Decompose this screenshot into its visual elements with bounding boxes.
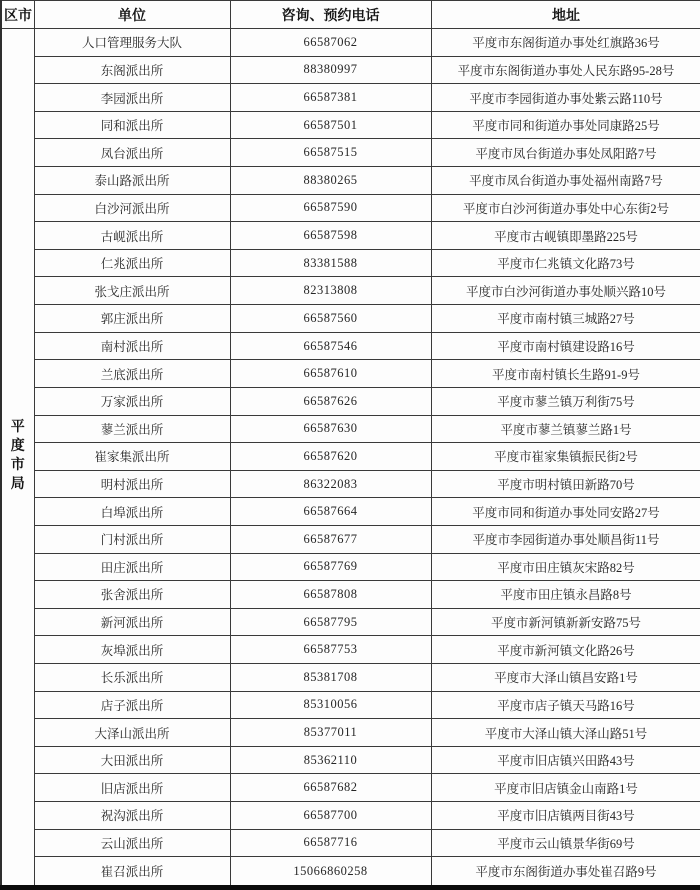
header-phone: 咨询、预约电话 — [230, 1, 431, 29]
address-cell: 平度市云山镇景华街69号 — [431, 829, 700, 857]
table-row — [1, 194, 700, 222]
address-cell: 平度市同和街道办事处同康路25号 — [431, 111, 700, 139]
address-cell: 平度市凤台街道办事处福州南路7号 — [431, 167, 700, 195]
phone-cell: 88380265 — [230, 167, 431, 195]
unit-cell: 人口管理服务大队 — [34, 29, 230, 57]
address-cell: 平度市同和街道办事处同安路27号 — [431, 498, 700, 526]
phone-cell: 88380997 — [230, 56, 431, 84]
phone-cell: 66587560 — [230, 305, 431, 333]
unit-cell: 郭庄派出所 — [34, 305, 230, 333]
unit-cell: 仁兆派出所 — [34, 249, 230, 277]
address-cell: 平度市东阁街道办事处红旗路36号 — [431, 29, 700, 57]
table-row — [1, 415, 700, 443]
table-row — [1, 139, 700, 167]
phone-cell: 85377011 — [230, 719, 431, 747]
address-cell: 平度市新河镇文化路26号 — [431, 636, 700, 664]
unit-cell: 明村派出所 — [34, 470, 230, 498]
unit-cell: 崔召派出所 — [34, 857, 230, 888]
phone-cell: 66587753 — [230, 636, 431, 664]
phone-cell: 66587546 — [230, 332, 431, 360]
district-cell — [1, 29, 34, 888]
phone-cell: 66587062 — [230, 29, 431, 57]
table-row — [1, 802, 700, 830]
phone-cell: 66587677 — [230, 525, 431, 553]
address-cell: 平度市仁兆镇文化路73号 — [431, 249, 700, 277]
address-cell: 平度市凤台街道办事处凤阳路7号 — [431, 139, 700, 167]
table-row — [1, 305, 700, 333]
address-cell: 平度市南村镇建设路16号 — [431, 332, 700, 360]
header-unit: 单位 — [34, 1, 230, 29]
address-cell: 平度市白沙河街道办事处中心东街2号 — [431, 194, 700, 222]
table-row — [1, 277, 700, 305]
address-cell: 平度市大泽山镇大泽山路51号 — [431, 719, 700, 747]
table-row — [1, 443, 700, 471]
table-row — [1, 857, 700, 888]
unit-cell: 旧店派出所 — [34, 774, 230, 802]
district-label: 平度市局 — [10, 420, 25, 492]
table-row — [1, 84, 700, 112]
phone-cell: 86322083 — [230, 470, 431, 498]
phone-cell: 66587808 — [230, 581, 431, 609]
phone-cell: 66587664 — [230, 498, 431, 526]
table-row — [1, 56, 700, 84]
phone-cell: 66587769 — [230, 553, 431, 581]
unit-cell: 大田派出所 — [34, 746, 230, 774]
table-row — [1, 470, 700, 498]
table-body — [1, 29, 700, 888]
phone-cell: 66587630 — [230, 415, 431, 443]
table-row — [1, 332, 700, 360]
unit-cell: 泰山路派出所 — [34, 167, 230, 195]
address-cell: 平度市田庄镇灰宋路82号 — [431, 553, 700, 581]
phone-cell: 66587590 — [230, 194, 431, 222]
table-row — [1, 525, 700, 553]
address-cell: 平度市旧店镇兴田路43号 — [431, 746, 700, 774]
table-row — [1, 746, 700, 774]
address-cell: 平度市东阁街道办事处崔召路9号 — [431, 857, 700, 888]
table-row — [1, 664, 700, 692]
unit-cell: 万家派出所 — [34, 387, 230, 415]
unit-cell: 白埠派出所 — [34, 498, 230, 526]
unit-cell: 灰埠派出所 — [34, 636, 230, 664]
table-row — [1, 29, 700, 57]
address-cell: 平度市店子镇天马路16号 — [431, 691, 700, 719]
address-cell: 平度市旧店镇金山南路1号 — [431, 774, 700, 802]
phone-cell: 66587381 — [230, 84, 431, 112]
table-row — [1, 111, 700, 139]
phone-cell: 66587626 — [230, 387, 431, 415]
address-cell: 平度市蓼兰镇万利街75号 — [431, 387, 700, 415]
phone-cell: 66587716 — [230, 829, 431, 857]
table-row — [1, 498, 700, 526]
address-cell: 平度市明村镇田新路70号 — [431, 470, 700, 498]
unit-cell: 祝沟派出所 — [34, 802, 230, 830]
phone-cell: 66587700 — [230, 802, 431, 830]
address-cell: 平度市南村镇长生路91-9号 — [431, 360, 700, 388]
unit-cell: 田庄派出所 — [34, 553, 230, 581]
address-cell: 平度市蓼兰镇蓼兰路1号 — [431, 415, 700, 443]
unit-cell: 大泽山派出所 — [34, 719, 230, 747]
unit-cell: 同和派出所 — [34, 111, 230, 139]
phone-cell: 85310056 — [230, 691, 431, 719]
table-row — [1, 691, 700, 719]
unit-cell: 崔家集派出所 — [34, 443, 230, 471]
unit-cell: 长乐派出所 — [34, 664, 230, 692]
unit-cell: 南村派出所 — [34, 332, 230, 360]
unit-cell: 张舍派出所 — [34, 581, 230, 609]
table-row — [1, 719, 700, 747]
header-district: 区市 — [1, 1, 34, 29]
phone-cell: 85362110 — [230, 746, 431, 774]
unit-cell: 张戈庄派出所 — [34, 277, 230, 305]
table-row — [1, 167, 700, 195]
table-row — [1, 387, 700, 415]
unit-cell: 店子派出所 — [34, 691, 230, 719]
phone-cell: 66587682 — [230, 774, 431, 802]
phone-cell: 15066860258 — [230, 857, 431, 888]
address-cell: 平度市田庄镇永昌路8号 — [431, 581, 700, 609]
unit-cell: 兰底派出所 — [34, 360, 230, 388]
table-row — [1, 553, 700, 581]
unit-cell: 凤台派出所 — [34, 139, 230, 167]
phone-cell: 66587501 — [230, 111, 431, 139]
address-cell: 平度市古岘镇即墨路225号 — [431, 222, 700, 250]
header-row — [1, 1, 700, 29]
phone-cell: 66587795 — [230, 608, 431, 636]
unit-cell: 古岘派出所 — [34, 222, 230, 250]
address-cell: 平度市新河镇新新安路75号 — [431, 608, 700, 636]
table-row — [1, 222, 700, 250]
header-address: 地址 — [431, 1, 700, 29]
unit-cell: 新河派出所 — [34, 608, 230, 636]
address-cell: 平度市李园街道办事处顺昌街11号 — [431, 525, 700, 553]
phone-cell: 83381588 — [230, 249, 431, 277]
phone-cell: 82313808 — [230, 277, 431, 305]
unit-cell: 李园派出所 — [34, 84, 230, 112]
table-row — [1, 774, 700, 802]
phone-cell: 66587610 — [230, 360, 431, 388]
address-cell: 平度市旧店镇两目街43号 — [431, 802, 700, 830]
unit-cell: 门村派出所 — [34, 525, 230, 553]
table-row — [1, 360, 700, 388]
phone-cell: 66587598 — [230, 222, 431, 250]
address-cell: 平度市白沙河街道办事处顺兴路10号 — [431, 277, 700, 305]
table-row — [1, 636, 700, 664]
table-row — [1, 608, 700, 636]
unit-cell: 云山派出所 — [34, 829, 230, 857]
phone-cell: 66587620 — [230, 443, 431, 471]
address-cell: 平度市李园街道办事处紫云路110号 — [431, 84, 700, 112]
address-cell: 平度市东阁街道办事处人民东路95-28号 — [431, 56, 700, 84]
address-cell: 平度市大泽山镇昌安路1号 — [431, 664, 700, 692]
table-row — [1, 581, 700, 609]
address-cell: 平度市崔家集镇振民街2号 — [431, 443, 700, 471]
phone-cell: 66587515 — [230, 139, 431, 167]
unit-cell: 白沙河派出所 — [34, 194, 230, 222]
phone-cell: 85381708 — [230, 664, 431, 692]
unit-cell: 东阁派出所 — [34, 56, 230, 84]
unit-cell: 蓼兰派出所 — [34, 415, 230, 443]
table-row — [1, 829, 700, 857]
table-row — [1, 249, 700, 277]
address-cell: 平度市南村镇三城路27号 — [431, 305, 700, 333]
